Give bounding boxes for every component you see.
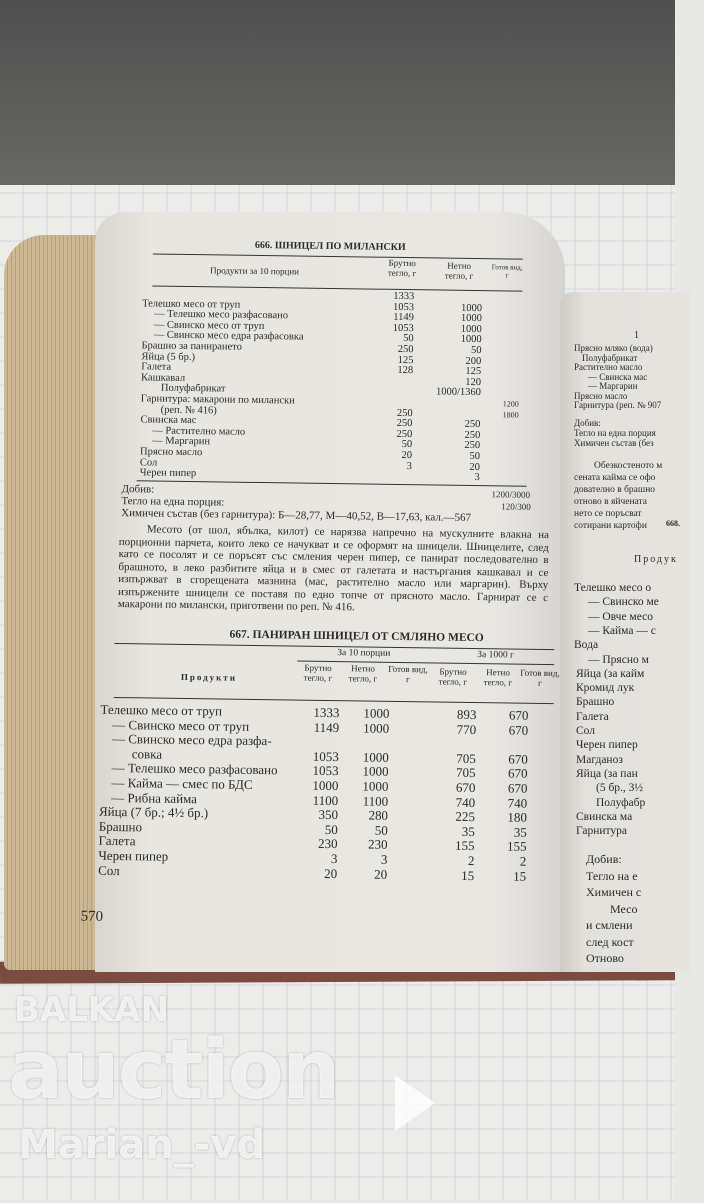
brutto-10-value: 20 [324, 865, 338, 881]
netto-value [418, 292, 482, 293]
netto-value: 1000 [460, 323, 482, 335]
netto-10-value: 280 [368, 807, 389, 824]
text-line: Сол [576, 725, 596, 737]
brutto-10-value: 230 [317, 836, 338, 852]
text-line: Галета [576, 710, 609, 723]
ingredient-name: Брашно [98, 818, 143, 835]
netto-value: 1000 [461, 302, 483, 314]
brutto-1000-value: 155 [454, 838, 475, 854]
brutto-value: 250 [396, 418, 413, 430]
text-line: Тегло на е [586, 868, 638, 883]
netto-10-value: 50 [374, 822, 388, 838]
col-header-products: Продукти за 10 порции [210, 265, 300, 277]
col-header-netto: Нетно тегло, г [444, 260, 474, 281]
text-line: Прясно мляко (вода) [574, 343, 653, 353]
portion-label: Тегло на една порция: [121, 495, 225, 509]
netto-value: 250 [464, 429, 481, 441]
text-line: Химичен състав (без [574, 438, 654, 448]
col-header-products-667: Продукти [180, 671, 238, 683]
netto-1000-value: 15 [513, 868, 527, 884]
brutto-1000-value: 670 [455, 779, 476, 796]
text-line: Месо [610, 901, 638, 916]
text-line: Обезкостеното м [594, 461, 663, 471]
text-line: Свинска ма [576, 810, 633, 823]
ingredient-name: — Свинско месо от труп [153, 319, 265, 332]
netto-value [417, 409, 481, 410]
col-header-667: Готов вид, г [388, 663, 428, 684]
brutto-value [363, 387, 413, 388]
ingredient-name: Галета [141, 361, 172, 373]
text-line: Тегло на една порция [574, 428, 656, 438]
ingredient-name: — Телешко месо разфасовано [111, 760, 278, 778]
column-marker: 1 [634, 330, 639, 341]
ingredient-name: Полуфабрикат [160, 383, 226, 395]
brutto-value: 50 [401, 439, 413, 451]
ingredient-name: — Рибна кайма [111, 789, 198, 806]
netto-10-value: 1000 [362, 778, 389, 794]
netto-1000-value: 180 [507, 809, 528, 825]
brutto-10-value: 1333 [313, 704, 340, 721]
ingredient-name: Телешко месо от труп [142, 297, 241, 311]
brutto-1000-value: 705 [455, 765, 476, 781]
netto-value: 250 [464, 440, 481, 452]
text-line: — Маргарин [588, 381, 638, 391]
netto-10-value: 1000 [362, 749, 389, 765]
brutto-10-value: 50 [324, 821, 338, 837]
ingredient-name: Брашно за панирането [141, 340, 242, 353]
brutto-value: 125 [397, 354, 414, 366]
col-header-667: Нетно тегло, г [348, 663, 378, 684]
text-line: Кромид лук [576, 682, 635, 695]
text-line: дователно в брашно [574, 485, 656, 495]
ingredient-name: совка [131, 746, 163, 762]
text-line: — Свинско ме [588, 596, 659, 609]
recipe-668-title: 668. [666, 519, 680, 528]
text-line: Отново [586, 951, 624, 965]
ingredient-name: Сол [98, 862, 120, 878]
ingredient-name: — Маргарин [152, 435, 211, 448]
watermark-username: Marian_-vd [18, 1122, 266, 1168]
netto-10-value: 1000 [362, 763, 389, 780]
page-number: 570 [80, 908, 104, 925]
text-line: Черен пипер [576, 739, 638, 752]
ingredient-name: Свинска мас [140, 414, 197, 427]
text-line: и смлени [586, 918, 633, 932]
brutto-value: 128 [397, 365, 414, 377]
ingredient-name: Сол [139, 456, 158, 469]
ingredient-name: — Свинско месо от труп [112, 716, 250, 734]
text-line: сотирани картофи [574, 521, 647, 531]
ingredient-name: Галета [98, 833, 136, 849]
netto-value: 1000/1360 [435, 386, 481, 399]
netto-value: 50 [469, 450, 481, 463]
group-header-10-portions: За 10 порции [337, 648, 391, 659]
netto-10-value: 3 [380, 851, 388, 867]
brutto-value: 1053 [392, 322, 414, 334]
netto-1000-value: 670 [507, 765, 528, 782]
text-line: след кост [586, 934, 634, 949]
recipe-667-title: 667. ПАНИРАН ШНИЦЕЛ ОТ СМЛЯНО МЕСО [229, 628, 484, 645]
text-line: Добив: [574, 418, 601, 428]
brutto-1000-value: 225 [455, 808, 476, 825]
brutto-10-value: 1100 [312, 792, 339, 808]
netto-1000-value: 35 [513, 824, 527, 840]
col-header-667: Нетно тегло, г [483, 667, 513, 688]
brutto-value: 250 [397, 343, 414, 356]
netto-value: 50 [470, 344, 482, 357]
brutto-value: 50 [403, 333, 414, 345]
netto-1000-value: 155 [506, 838, 527, 855]
netto-value: 250 [464, 419, 481, 431]
brutto-value: 250 [396, 407, 413, 419]
netto-10-value: 20 [374, 866, 388, 882]
brutto-1000-value: 740 [455, 794, 476, 810]
text-line: Химичен с [586, 885, 642, 899]
text-line: Гарнитура (реп. № 907 [574, 400, 662, 410]
text-line: — Свинска мас [588, 371, 648, 382]
text-line: Гарнитура [576, 825, 628, 838]
text-line: Брашно [576, 696, 615, 709]
brutto-value [363, 397, 413, 398]
ingredient-name: — Кайма — смес по БДС [111, 774, 253, 792]
recipe-666-title: 666. ШНИЦЕЛ ПО МИЛАНСКИ [254, 239, 406, 254]
text-line: Растително масло [574, 362, 643, 372]
brutto-value: 20 [401, 449, 413, 462]
brutto-1000-value: 893 [456, 706, 477, 723]
netto-1000-value: 740 [507, 795, 528, 811]
text-line: Яйца (за пан [576, 767, 638, 780]
text-line: Магданоз [576, 753, 623, 766]
text-line: — Кайма — с [588, 624, 656, 637]
netto-1000-value: 670 [508, 722, 529, 738]
netto-1000-value: 2 [519, 853, 527, 869]
ingredient-name: Черен пипер [98, 847, 169, 864]
ingredient-name: Гарнитура: макарони по милански [140, 393, 295, 407]
ingredient-name: — Свинско месо едра разфа- [111, 731, 272, 749]
text-line: нето се поръсват [574, 509, 642, 519]
netto-value: 125 [465, 366, 482, 378]
text-line: Яйца (за кайм [576, 667, 645, 680]
brutto-10-value: 1000 [312, 777, 339, 794]
netto-value: 120 [465, 376, 482, 388]
recipe-666-method: Месото (от шол, ябълка, килот) се нарязва напречно на мускулните влакна на порционни парчета, които леко се начукват и се оформят на шницели. Шницелите, след като се посолят и се поръсят със смления черен пипер, се панират последователно в брашното, в леко разбитите яйца и в смес от галетата и настъргания кашкавал и се изпържват в сгорещената мазнина (мас, растително масло или маргарин). Върху изпържените шницели се поставя по едно топче от прясното масло. Гарнират се с макарони по милански, приготвени по реп. № 416. [117, 523, 550, 614]
gotov-value: 1200 [502, 399, 519, 409]
portion-value: 120/300 [501, 501, 531, 512]
ingredient-name: — Телешко месо разфасовано [153, 308, 289, 322]
ingredient-name: — Растително масло [152, 425, 246, 438]
brutto-value: 1149 [393, 312, 415, 324]
netto-1000-value: 670 [507, 780, 528, 796]
netto-10-value: 230 [367, 836, 388, 853]
brutto-10-value: 3 [330, 851, 338, 867]
netto-value: 200 [465, 355, 482, 367]
netto-value: 1000 [460, 312, 483, 325]
chemical-composition: Химичен състав (без гарнитура): Б—28,77, М—40,52, В—17,63, кал.—567 [121, 507, 472, 524]
ingredient-name: Яйца (5 бр.) [141, 350, 196, 363]
ingredient-name: Телешко месо от труп [100, 701, 223, 719]
text-line: (5 бр., 3½ [596, 782, 644, 795]
watermark-auction: auction [8, 1023, 339, 1118]
text-line: отново в яйчената [574, 497, 648, 507]
text-line: Вода [574, 639, 599, 652]
watermark-play-icon [395, 1075, 435, 1131]
text-line: Полуфабр [596, 796, 646, 809]
text-line: Прясно масло [574, 390, 628, 401]
netto-1000-value: 670 [508, 707, 529, 723]
brutto-10-value: 350 [318, 807, 339, 823]
brutto-1000-value: 2 [467, 852, 475, 869]
gotov-value: 1800 [502, 409, 519, 420]
netto-10-value: 1000 [363, 720, 390, 736]
group-header-1000g: За 1000 г [477, 650, 514, 661]
netto-value: 3 [474, 472, 480, 484]
col-header-brutto: Брутно тегло, г [387, 257, 417, 278]
watermark-balkan: BALKAN [14, 990, 170, 1030]
brutto-10-value: 1053 [312, 763, 339, 779]
netto-1000-value: 670 [508, 751, 528, 767]
yield-value: 1200/3000 [491, 489, 531, 500]
brutto-1000-value: 770 [456, 721, 477, 737]
netto-10-value: 1100 [362, 793, 389, 809]
brutto-value: 250 [396, 428, 413, 440]
col-header-667: Брутно тегло, г [438, 666, 468, 687]
ingredient-name: (реп. № 416) [160, 404, 217, 416]
ingredient-name: Яйца (7 бр.; 4½ бр.) [98, 803, 209, 821]
ingredient-name: — Свинско месо едра разфасовка [153, 329, 304, 343]
brutto-1000-value: 705 [456, 750, 476, 766]
right-page [560, 292, 690, 972]
brutto-1000-value: 15 [461, 867, 475, 883]
netto-value: 20 [469, 461, 480, 473]
ingredient-name: Черен пипер [139, 467, 197, 480]
text-line: Телешко месо о [574, 582, 652, 594]
col-header-gotov: Готов вид, г [491, 263, 523, 279]
netto-value: 1000 [460, 334, 482, 346]
text-line: Полуфабрикат [582, 352, 638, 363]
brutto-1000-value: 35 [461, 823, 475, 839]
brutto-value: 3 [406, 460, 412, 472]
col-header-products-668: Продук [634, 554, 678, 565]
text-line: — Овче месо [588, 610, 653, 623]
text-line: сената кайма се офо [574, 473, 656, 483]
text-line: — Прясно м [588, 653, 649, 666]
netto-10-value: 1000 [363, 705, 390, 721]
brutto-value: 1333 [393, 290, 415, 303]
col-header-667: Готов вид, г [520, 667, 560, 688]
ingredient-name: Прясно масло [139, 446, 203, 459]
brutto-value: 1053 [393, 301, 415, 313]
brutto-10-value: 1053 [312, 748, 339, 764]
text-line: Добив: [586, 852, 622, 866]
col-header-667: Брутно тегло, г [303, 662, 333, 683]
ingredient-name: Кашкавал [141, 372, 186, 384]
yield-label: Добив: [121, 483, 155, 496]
brutto-10-value: 1149 [313, 719, 340, 735]
